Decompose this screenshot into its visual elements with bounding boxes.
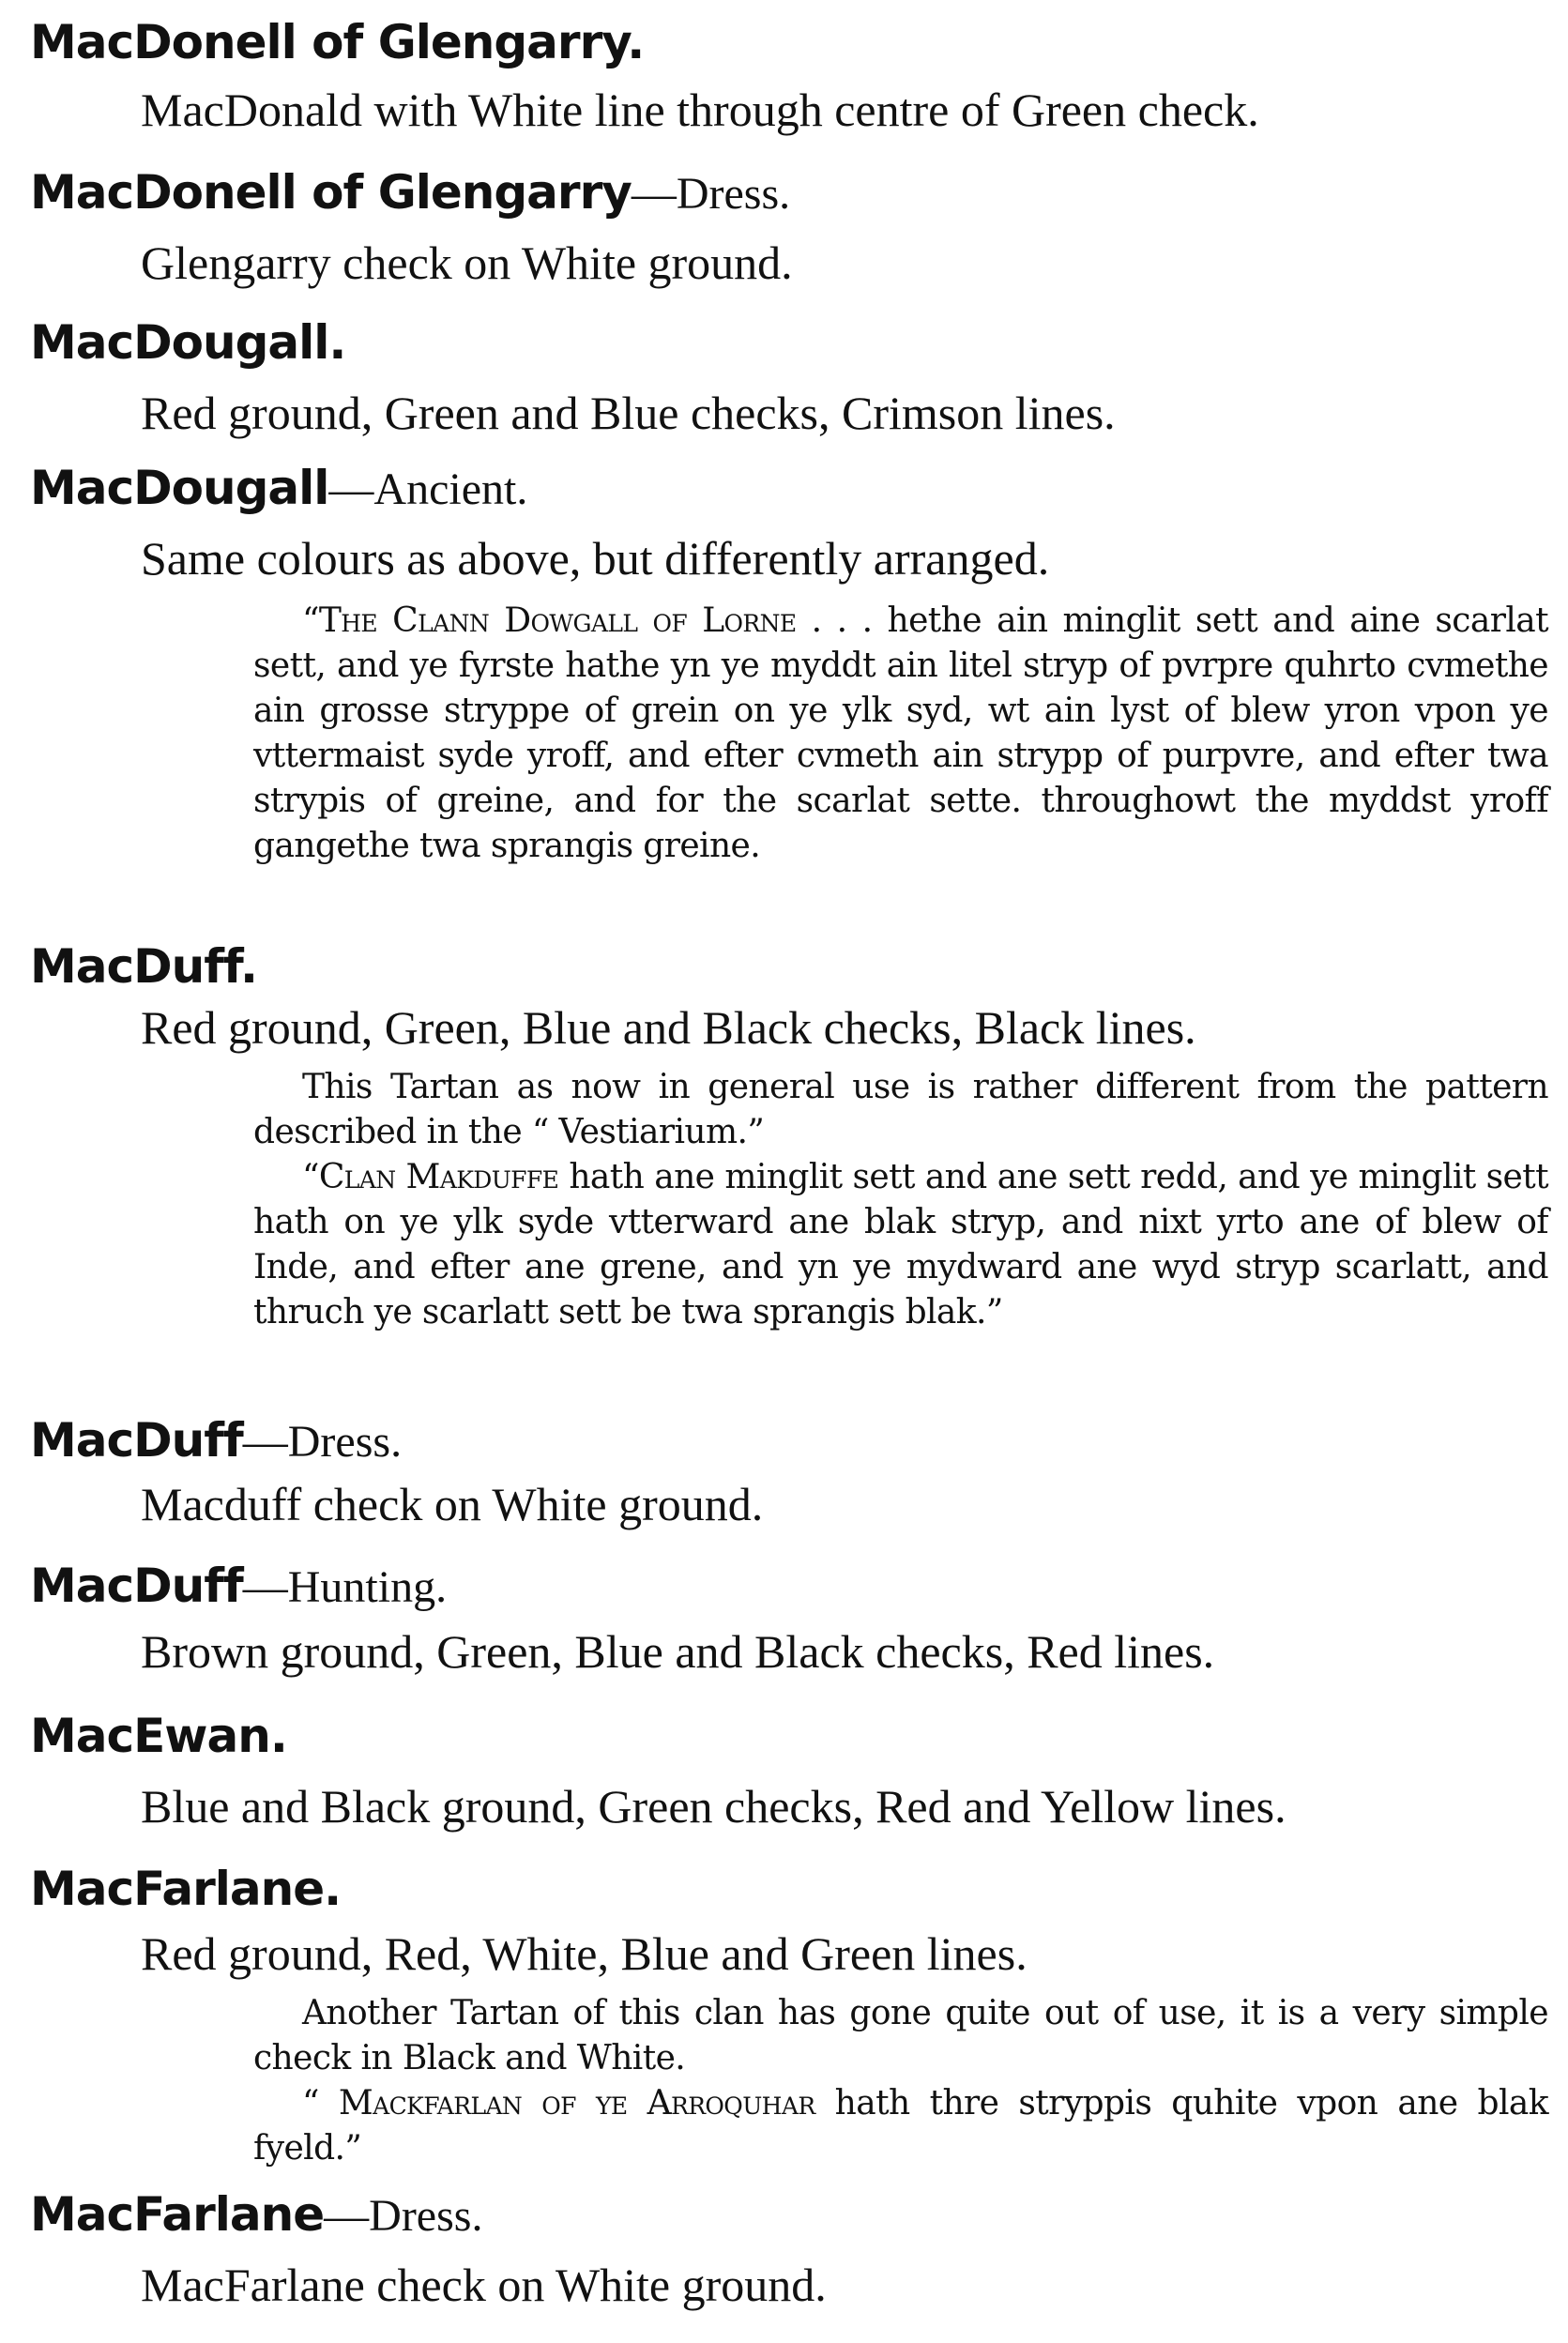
entry-title <box>30 1412 402 1470</box>
entry-description: Glengarry check on White ground. <box>141 236 793 289</box>
entry-name: MacFarlane. <box>30 1862 342 1916</box>
entry-name: MacDuff. <box>30 939 257 994</box>
quote-clan-name: The Clann Dowgall of Lorne <box>318 601 797 640</box>
entry-variant: —Hunting. <box>242 1562 448 1612</box>
entry-variant: —Dress. <box>631 169 791 219</box>
entry-title <box>30 314 345 371</box>
entry-description: MacFarlane check on White ground. <box>141 2259 827 2311</box>
entry-name: MacFarlane <box>30 2187 325 2242</box>
entry-name: MacDonell of Glengarry <box>30 165 632 220</box>
quote-clan-name: Mackfarlan of ye Arroquhar <box>338 2084 815 2122</box>
entry-title <box>30 1861 341 1917</box>
entry-title <box>30 1558 447 1616</box>
entry-name: MacEwan. <box>30 1709 287 1763</box>
entry-title <box>30 460 527 518</box>
vestiarium-quote: “The Clann Dowgall of Lorne . . . hethe ain minglit sett and aine scarlat sett, and ye fyrste hathe yn ye myddt ain litel stryp of pvrpre quhrto cvmethe ain grosse stryppe of grein on ye ylk syd, wt ain lyst of blew yron vpon ye vttermaist syde yroff, and efter cvmeth ain strypp of purpvre, and efter twa strypis of greine, and for the scarlat sette. throughowt the myddst yroff gangethe twa sprangis greine. <box>253 601 1548 865</box>
entry-note: This Tartan as now in general use is rather different from the pattern described in the “ Vestiarium.” <box>253 1068 1548 1151</box>
entry-variant: —Dress. <box>324 2191 483 2241</box>
entry-note: Another Tartan of this clan has gone quite out of use, it is a very simple check in Black and White. <box>253 1994 1548 2077</box>
entry-name: MacDougall. <box>30 315 346 370</box>
entry-description: Red ground, Red, White, Blue and Green lines. <box>141 1927 1028 1980</box>
entry-title <box>30 1708 287 1764</box>
entry-title <box>30 2186 482 2244</box>
entry-name: MacDuff <box>30 1413 243 1468</box>
vestiarium-quote: “Clan Makduffe hath ane minglit sett and ane sett redd, and ye minglit sett hath on ye ylk syde vtterward ane blak stryp, and nixt yrto ane of blew of Inde, and efter ane grene, and yn ye mydward ane wyd stryp scarlatt, and thruch ye scarlatt sett be twa sprangis blak.” <box>253 1158 1548 1331</box>
entry-title <box>30 14 644 70</box>
entry-description: Red ground, Green, Blue and Black checks, Black lines. <box>141 1001 1196 1054</box>
entry-description: Blue and Black ground, Green checks, Red and Yellow lines. <box>141 1780 1286 1833</box>
entry-title <box>30 164 790 222</box>
entry-description: Brown ground, Green, Blue and Black checks, Red lines. <box>141 1625 1215 1678</box>
entry-name: MacDuff <box>30 1559 243 1613</box>
quote-clan-name: Clan Makduffe <box>318 1158 559 1196</box>
entry-name: MacDougall <box>30 461 329 515</box>
entry-description: Macduff check on White ground. <box>141 1478 764 1530</box>
entry-name: MacDonell of Glengarry. <box>30 15 645 69</box>
entry-description: Same colours as above, but differently arranged. <box>141 532 1050 585</box>
entry-variant: —Ancient. <box>328 464 528 514</box>
vestiarium-quote: “ Mackfarlan of ye Arroquhar hath thre stryppis quhite vpon ane blak fyeld.” <box>253 2084 1548 2168</box>
entry-variant: —Dress. <box>242 1417 403 1467</box>
entry-description: MacDonald with White line through centre of Green check. <box>141 84 1259 136</box>
entry-title <box>30 938 257 995</box>
entry-description: Red ground, Green and Blue checks, Crimson lines. <box>141 387 1116 439</box>
